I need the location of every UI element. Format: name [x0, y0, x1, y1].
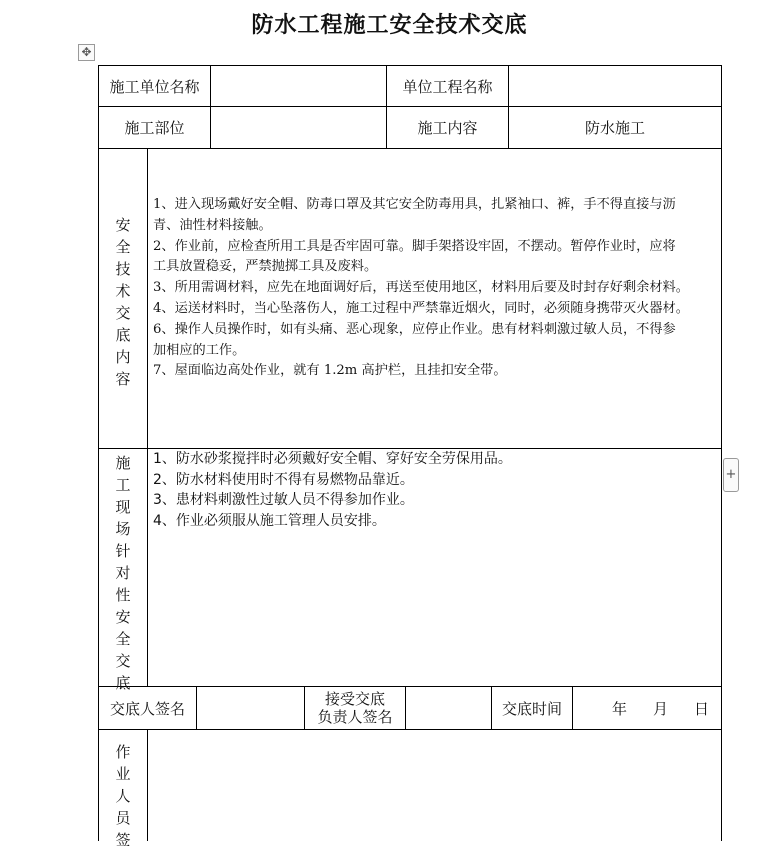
giver-signature-value[interactable]: [197, 687, 304, 729]
site-text-line: 1、防水砂浆搅拌时必须戴好安全帽、穿好安全劳保用品。: [153, 451, 512, 467]
construction-part-value[interactable]: [211, 107, 386, 148]
document-title: 防水工程施工安全技术交底: [251, 12, 528, 38]
unit-name-label: 施工单位名称: [109, 77, 200, 96]
safety-text-line: 加相应的工作。: [153, 342, 246, 358]
safety-text-line: 3、所用需调材料，应先在地面调好后，再送至使用地区，材料用后要及时封存好剩余材料。: [153, 280, 689, 296]
receiver-label-line2: 负责人签名: [317, 708, 393, 726]
workers-signature-label: 作业人员签: [115, 743, 131, 849]
safety-text-line: 青、油性材料接触。: [153, 217, 272, 233]
construction-content-label: 施工内容: [417, 119, 478, 137]
receiver-label-line1: 接受交底: [324, 690, 385, 708]
unit-name-value[interactable]: [211, 66, 386, 106]
safety-content-text[interactable]: [153, 195, 719, 382]
safety-text-line: 2、作业前，应检查所用工具是否牢固可靠。脚手架搭设牢固，不摆动。暂停作业时，应将: [153, 238, 676, 254]
receiver-signature-label: [305, 687, 405, 729]
receiver-signature-value[interactable]: [406, 687, 491, 729]
giver-signature-label: 交底人签名: [109, 699, 185, 718]
site-safety-label: 施工现场针对性安全交底: [115, 454, 131, 692]
date-month: 月: [652, 699, 668, 718]
construction-content-value[interactable]: 防水施工: [584, 119, 645, 137]
construction-part-label: 施工部位: [124, 119, 185, 137]
safety-text-line: 6、操作人员操作时，如有头痛、恶心现象，应停止作业。患有材料刺激过敏人员，不得参: [153, 321, 676, 337]
safety-text-line: 工具放置稳妥，严禁抛掷工具及废料。: [153, 259, 378, 275]
project-name-label: 单位工程名称: [402, 77, 493, 96]
handover-time-label: 交底时间: [501, 699, 562, 718]
move-icon[interactable]: ✥: [78, 44, 95, 61]
project-name-value[interactable]: [509, 66, 721, 106]
date-year: 年: [611, 699, 627, 718]
plus-icon[interactable]: +: [723, 458, 739, 492]
site-text-line: 2、防水材料使用时不得有易燃物品靠近。: [153, 471, 414, 488]
date-day: 日: [693, 699, 709, 718]
workers-signature-area[interactable]: [148, 730, 721, 841]
safety-text-line: 1、进入现场戴好安全帽、防毒口罩及其它安全防毒用具，扎紧袖口、裤，手不得直接与沥: [153, 197, 676, 212]
safety-content-label: 安全技术交底内容: [115, 216, 131, 388]
safety-text-line: 7、屋面临边高处作业，就有 1.2m 高护栏，且挂扣安全带。: [153, 363, 507, 379]
handover-date[interactable]: [573, 687, 721, 729]
safety-text-line: 4、运送材料时，当心坠落伤人，施工过程中严禁靠近烟火，同时，必须随身携带灭火器材。: [153, 300, 689, 316]
site-text-line: 4、作业必须服从施工管理人员安排。: [153, 512, 386, 529]
site-safety-text[interactable]: [153, 449, 719, 531]
site-text-line: 3、患材料刺激性过敏人员不得参加作业。: [153, 492, 414, 508]
